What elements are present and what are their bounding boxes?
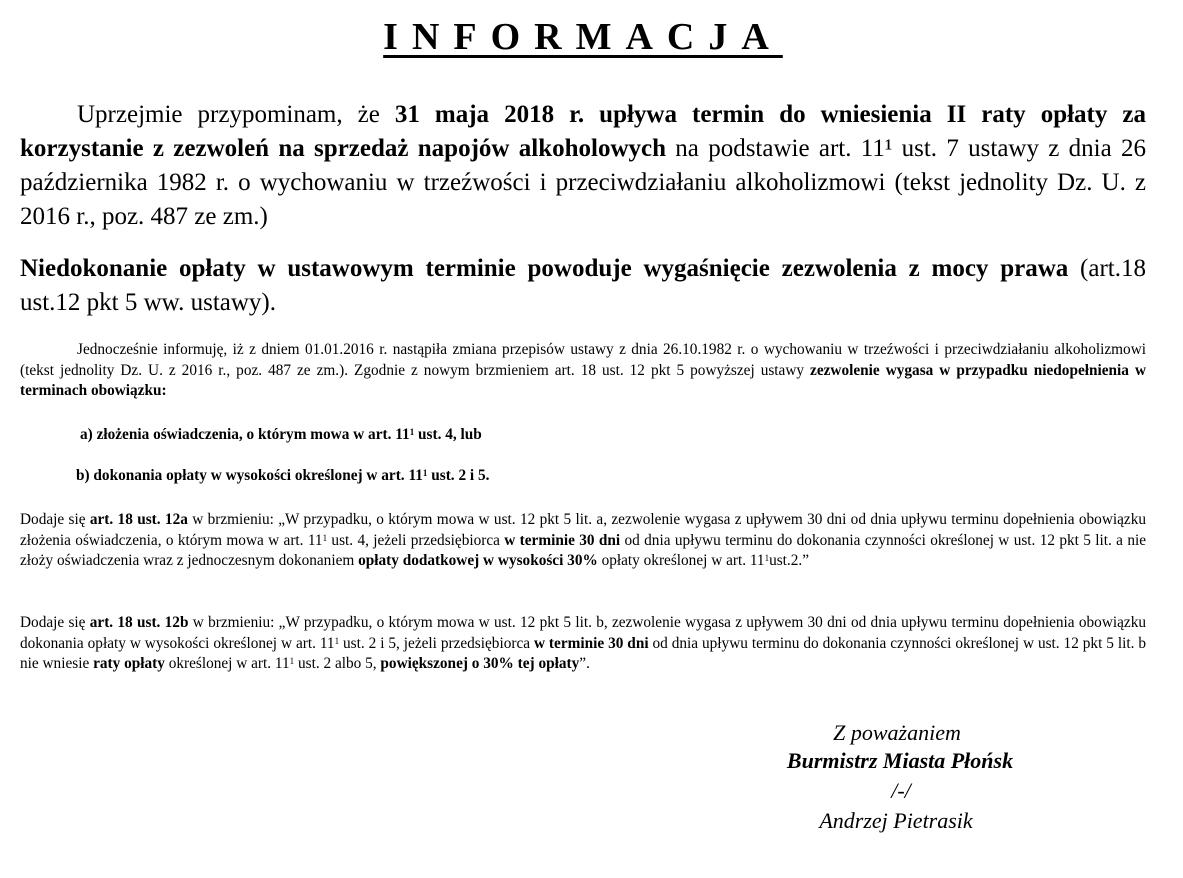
superscript: 1: [334, 635, 340, 646]
warning-paragraph: [20, 252, 1146, 320]
signature-name: Andrzej Pietrasik: [819, 808, 973, 833]
superscript: 1: [764, 553, 770, 563]
superscript: 1: [422, 468, 428, 478]
bold-text-run: zezwolenie wygasa w przypadku niedopełnienia w terminach obowiązku:: [20, 361, 1146, 399]
document-title: INFORMACJA: [383, 16, 783, 58]
text-run: (art.18 ust.12 pkt 5 ww. ustawy).: [20, 255, 1147, 316]
text-run: Uprzejmie przypominam, że: [77, 101, 395, 128]
list-item-b: b) dokonania opłaty w wysokości określonej w art. $11^1$ ust. 2 i 5.: [76, 467, 490, 484]
superscript: 1: [322, 532, 328, 543]
signature-greeting: Z poważaniem: [833, 720, 961, 745]
signature-mark: /-/: [891, 778, 911, 803]
superscript: 1: [289, 656, 295, 666]
list-item-a: a) złożenia oświadczenia, o którym mowa w art. $11^1$ ust. 4, lub: [80, 426, 482, 443]
bold-text-run: 31 maja 2018 r. upływa termin do wniesienia II raty opłaty za korzystanie z zezwoleń na sprzedaż napojów alkoholowych: [20, 101, 1146, 162]
article-12a-paragraph: Dodaje się art. 18 ust. 12a w brzmieniu: „W przypadku, o którym mowa w ust. 12 pkt 5 lit. a, zezwolenie wygasa z upływem 30 dni od dnia upływu terminu dopełnienia obowiązku złożenia oświadczenia, o którym mowa w art. $11^1$ ust. 4, jeżeli przedsiębiorca w terminie 30 dni od dnia upływu terminu do dokonania czynności określonej w ust. 12 pkt 5 lit. a nie złoży oświadczenia wraz z jednoczesnym dokonaniem opłaty dodatkowej w wysokości 30% opłaty określonej w art. $11^1ust.2$.”: [20, 511, 1147, 569]
reminder-paragraph: [20, 98, 1146, 234]
signature-office: Burmistrz Miasta Płońsk: [786, 748, 1014, 773]
superscript: 1: [409, 427, 415, 437]
bold-text-run: Niedokonanie opłaty w ustawowym terminie powoduje wygaśnięcie zezwolenia z mocy prawa: [20, 255, 1069, 282]
article-12b-paragraph: Dodaje się art. 18 ust. 12b w brzmieniu: „W przypadku, o którym mowa w ust. 12 pkt 5 lit. b, zezwolenie wygasa z upływem 30 dni od dnia upływu terminu dopełnienia obowiązku dokonania opłaty w wysokości określonej w art. $11^1$ ust. 2 i 5, jeżeli przedsiębiorca w terminie 30 dni od dnia upływu terminu do dokonania czynności określonej w ust. 12 pkt 5 lit. b nie wniesie raty opłaty określonej w art. $11^1$ ust. 2 albo 5, powiększonej o 30% tej opłaty”.: [20, 614, 1147, 672]
legal-change-paragraph: [20, 340, 1146, 402]
text-run: Jednocześnie informuję, iż z dniem 01.01.2016 r. nastąpiła zmiana przepisów ustawy z dnia 26.10.1982 r. o wychowaniu w trzeźwości i przeciwdziałaniu alkoholizmowi (tekst jednolity Dz. U. z 2016 r., poz. 487 ze zm.). Zgodnie z nowym brzmieniem art. 18 ust. 12 pkt 5 powyższej ustawy: [20, 341, 1146, 379]
text-run: na podstawie art. 11¹ ust. 7 ustawy z dnia 26 października 1982 r. o wychowaniu w trzeźwości i przeciwdziałaniu alkoholizmowi (tekst jednolity Dz. U. z 2016 r., poz. 487 ze zm.): [20, 135, 1146, 230]
